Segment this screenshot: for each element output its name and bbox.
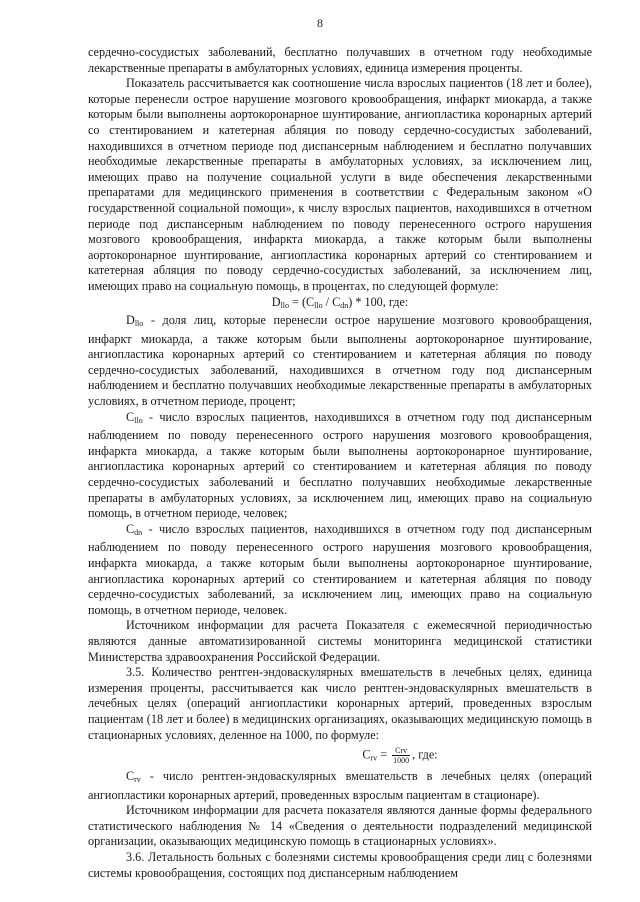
formula-crv [88, 746, 592, 766]
definition-cllo-sub: llo [134, 415, 143, 425]
definition-cdn-sub: dn [134, 527, 143, 537]
formula-dllo-lhs: D [271, 294, 281, 309]
definition-dllo-sub: llo [134, 319, 144, 329]
formula-dllo-tail: ) * 100, где: [348, 294, 409, 309]
definition-cdn [88, 522, 592, 619]
definition-crv-symbol: C [126, 769, 135, 784]
definition-dllo-symbol: D [126, 313, 135, 328]
formula-dllo-c2-sub: dn [340, 300, 349, 310]
definition-cllo-text: - число взрослых пациентов, находившихся в отчетном году под диспансерным наблюдением по поводу перенесенного острого нарушения мозгового кровообращения, инфаркта миокарда, а также которым были выполнены аортокоронарное шунтирование, ангиопластика коронарных артерий со стентированием и катетерная абляция по поводу сердечно-сосудистых заболеваний и бесплатно получавших необходимые лекарственные препараты в амбулаторных условиях, за исключением лиц, имеющих право на социальную помощь, в отчетном периоде, человек; [88, 409, 592, 521]
paragraph-source-1: Источником информации для расчета Показателя с ежемесячной периодичностью являются данные автоматизированной системы мониторинга медицинской статистики Министерства здравоохранения Российской Федерации. [88, 618, 592, 664]
definition-cdn-text: - число взрослых пациентов, находившихся в отчетном году под диспансерным наблюдением по поводу перенесенного острого нарушения мозгового кровообращения, инфаркта миокарда, а также которым были выполнены аортокоронарное шунтирование, ангиопластика коронарных артерий со стентированием и катетерная абляция по поводу сердечно-сосудистых заболеваний, за исключением лиц, имеющих право на социальную помощь, в отчетном периоде, человек. [88, 521, 592, 617]
formula-crv-num-sub: rv [400, 746, 408, 756]
page-number: 8 [317, 16, 323, 30]
formula-dllo-mid2: / C [322, 294, 341, 309]
paragraph-source-2: Источником информации для расчета показателя являются данные формы федерального статистического наблюдения № 14 «Сведения о деятельности подразделений медицинской организации, оказывающих медицинскую помощь в стационарных условиях». [88, 803, 592, 849]
formula-crv-num-symbol: C [395, 746, 401, 756]
formula-dllo-c1-sub: llo [314, 300, 323, 310]
definition-cdn-symbol: C [126, 521, 135, 536]
definition-crv-sub: rv [134, 775, 141, 785]
formula-dllo-lhs-sub: llo [280, 300, 290, 310]
paragraph-indicator-definition: Показатель рассчитывается как соотношение числа взрослых пациентов (18 лет и более), которые перенесли острое нарушение мозгового кровообращения, инфаркт миокарда, а также которым были выполнены аортокоронарное шунтирование, ангиопластика коронарных артерий со стентированием и катетерная абляция по поводу сердечно-сосудистых заболеваний, находившихся в отчетном периоде под диспансерным наблюдением и бесплатно получавших необходимые лекарственные препараты в амбулаторных условиях, за исключением лиц, имеющих право на получение социальной услуги в виде обеспечения лекарственными препаратами для медицинского применения в соответствии с Федеральным законом «О государственной социальной помощи», к числу взрослых пациентов, находившихся в отчетном периоде под диспансерным наблюдением по поводу перенесенного острого нарушения мозгового кровообращения, инфаркта миокарда, а также которым были выполнены аортокоронарное шунтирование, ангиопластика коронарных артерий со стентированием и катетерная абляция по поводу сердечно-сосудистых заболеваний, за исключением лиц, имеющих право на социальную помощь, в процентах, по следующей формуле: [88, 76, 592, 293]
page-content [88, 45, 592, 881]
formula-crv-numerator [392, 746, 410, 756]
formula-dllo-mid1: = (C [289, 294, 315, 309]
definition-dllo-text: - доля лиц, которые перенесли острое нарушение мозгового кровообращения, инфаркт миокарда, а также которым были выполнены аортокоронарное шунтирование, ангиопластика коронарных артерий со стентированием и катетерная абляция по поводу сердечно-сосудистых заболеваний, находившихся в отчетном году под диспансерным наблюдением и бесплатно получавших необходимые лекарственные препараты в амбулаторных условиях, в отчетном периоде, процент; [88, 313, 592, 409]
formula-crv-tail: , где: [412, 747, 438, 762]
formula-crv-denominator: 1000 [393, 756, 410, 766]
formula-crv-lhs-sub: rv [370, 753, 378, 763]
formula-crv-lhs: C [362, 747, 371, 762]
definition-dllo [88, 313, 592, 410]
definition-cllo [88, 410, 592, 522]
paragraph-section-3-5: 3.5. Количество рентген-эндоваскулярных вмешательств в лечебных целях, единица измерения проценты, рассчитывается как число рентген-эндоваскулярных вмешательств в лечебных целях (операций ангиопластики коронарных артерий, проведенных взрослым пациентам (18 лет и более) в медицинских организациях, оказывающих медицинскую помощь в стационарных условиях, деленное на 1000, по формуле: [88, 665, 592, 742]
paragraph-section-3-6: 3.6. Летальность больных с болезнями системы кровообращения среди лиц с болезнями системы кровообращения, состоящих под диспансерным наблюдением [88, 849, 592, 880]
formula-crv-fraction [392, 746, 410, 765]
formula-dllo [88, 295, 592, 314]
formula-crv-eq: = [377, 747, 391, 762]
definition-crv-text: - число рентген-эндоваскулярных вмешательств в лечебных целях (операций ангиопластики коронарных артерий, проведенных взрослым пациентам в стационаре). [88, 769, 592, 802]
paragraph-intro: сердечно-сосудистых заболеваний, бесплатно получавших в отчетном году необходимые лекарственные препараты в амбулаторных условиях, единица измерения проценты. [88, 45, 592, 75]
definition-cllo-symbol: C [126, 409, 135, 424]
definition-crv [88, 769, 592, 803]
